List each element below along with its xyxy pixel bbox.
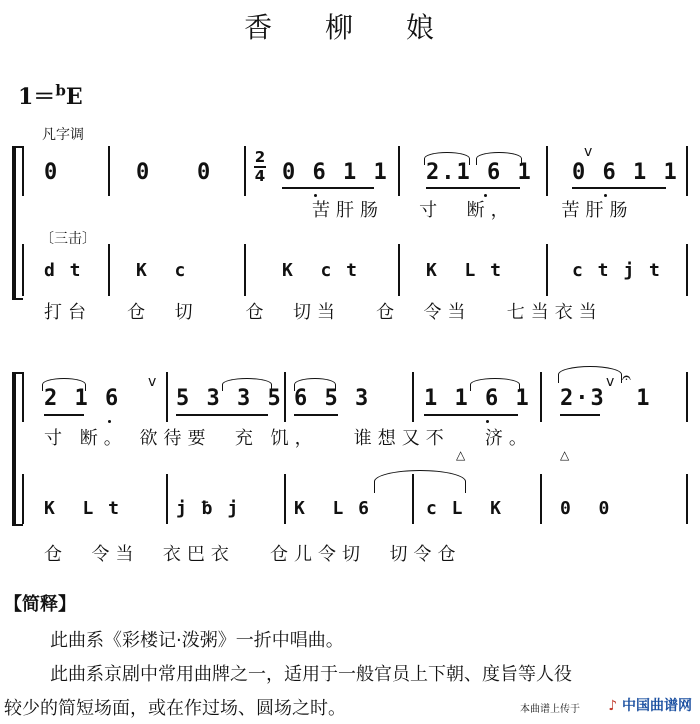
beam xyxy=(560,414,600,416)
slur xyxy=(470,378,520,391)
system1-barline xyxy=(398,146,400,196)
system1-perc-barline xyxy=(398,244,400,296)
slur xyxy=(424,152,470,165)
system2-perc-barline-start xyxy=(22,474,24,524)
notes-line-2: 此曲系京剧中常用曲牌之一，适用于一般官员上下朝、度旨等人役 xyxy=(50,664,572,685)
system2-barline-start xyxy=(22,372,24,422)
system1-perc-m5: c t j t xyxy=(572,260,662,281)
beam xyxy=(282,187,374,189)
system1-melody-m3: 0 6 1 1 xyxy=(282,160,389,185)
notes-heading: 【简释】 xyxy=(4,594,76,615)
beam xyxy=(426,187,520,189)
system1-perc-m4: K L t xyxy=(426,260,504,281)
page-title: 香 柳 娘 xyxy=(244,11,456,44)
system2-perc-lyrics: 仓 令当 衣巴衣 仓儿令切 切令仓 xyxy=(44,544,462,565)
system1-perc-m3: K c t xyxy=(282,260,360,281)
system1-perc-m1: d t xyxy=(44,260,83,281)
beam xyxy=(572,187,666,189)
source-note: 本曲谱上传于 xyxy=(520,704,580,715)
system1-lyrics: 苦肝肠 寸 断， 苦肝肠 xyxy=(312,200,634,221)
system1-perc-barline xyxy=(244,244,246,296)
system2-perc-m4: c L K xyxy=(426,498,504,519)
system1-melody-m4: 2.1 6 1 xyxy=(426,160,533,185)
time-sig-top: 2 xyxy=(254,148,266,166)
key-note: E xyxy=(65,84,83,110)
breath-mark: v xyxy=(606,374,615,390)
fermata-icon: 𝄐 xyxy=(622,368,631,387)
system2-barline xyxy=(284,372,286,422)
flat-sign: b xyxy=(55,81,66,100)
system1-barline-end xyxy=(686,146,688,196)
key-signature xyxy=(18,80,83,111)
system1-melody-m1: 0 xyxy=(44,160,60,185)
low-dot xyxy=(486,420,489,423)
system2-barline xyxy=(412,372,414,422)
breath-mark: v xyxy=(584,144,593,160)
slur xyxy=(476,152,522,165)
system1-perc-barline-start xyxy=(22,244,24,296)
system2-perc-barline-end xyxy=(686,474,688,524)
slur xyxy=(294,378,336,391)
system2-perc-m5: 0 0 xyxy=(560,498,612,519)
beam xyxy=(44,414,84,416)
system2-melody-m1: 2 1 6 xyxy=(44,386,121,411)
system1-perc-barline-end xyxy=(686,244,688,296)
slur xyxy=(42,378,86,391)
slur xyxy=(222,378,272,391)
system2-melody-m4: 1 1 6 1 xyxy=(424,386,531,411)
system2-melody-m2: 5 3 3 5 xyxy=(176,386,283,411)
slur xyxy=(374,470,466,493)
system2-perc-barline xyxy=(284,474,286,524)
site-logo[interactable] xyxy=(608,695,692,715)
system2-perc-m2: j ƀ j xyxy=(176,498,241,519)
notes-line-3: 较少的简短场面，或在作过场、圆场之时。 xyxy=(4,698,346,719)
system2-perc-m1: K L t xyxy=(44,498,122,519)
time-sig-bottom: 4 xyxy=(254,167,266,185)
system1-perc-m2: K c xyxy=(136,260,188,281)
system2-perc-barline xyxy=(166,474,168,524)
system2-barline-end xyxy=(686,372,688,422)
system1-melody-m2: 0 0 xyxy=(136,160,213,185)
low-dot xyxy=(108,420,111,423)
key-prefix: 1＝ xyxy=(18,84,56,110)
system1-barline xyxy=(244,146,246,196)
notes-line-1: 此曲系《彩楼记·泼粥》一折中唱曲。 xyxy=(50,630,344,651)
system2-melody-m3: 6 5 3 xyxy=(294,386,371,411)
beam xyxy=(294,414,338,416)
accent-mark: △ xyxy=(560,448,570,462)
system1-perc-barline xyxy=(546,244,548,296)
system1-barline-start xyxy=(22,146,24,196)
system2-melody-m5: 2·3 1 xyxy=(560,386,652,411)
system2-lyrics: 寸 断。 欲待要 充 饥， 谁想又不 济。 xyxy=(44,428,533,449)
system2-perc-barline xyxy=(540,474,542,524)
system2-barline xyxy=(166,372,168,422)
system2-perc-m3: K L 6 xyxy=(294,498,372,519)
system1-barline xyxy=(546,146,548,196)
percussion-label: 〔三击〕 xyxy=(40,231,96,247)
beam xyxy=(424,414,518,416)
system1-barline xyxy=(108,146,110,196)
system1-perc-barline xyxy=(108,244,110,296)
mode-label: 凡字调 xyxy=(42,127,84,143)
system1-melody-m5: 0 6 1 1 xyxy=(572,160,679,185)
site-name: 中国曲谱网 xyxy=(622,698,692,714)
beam xyxy=(176,414,268,416)
accent-mark: △ xyxy=(456,448,466,462)
music-note-icon: ♪ xyxy=(608,698,618,714)
system1-perc-lyrics: 打台 仓 切 仓 切当 仓 令当 七当衣当 xyxy=(44,302,603,323)
time-signature xyxy=(254,150,266,184)
system2-barline xyxy=(540,372,542,422)
breath-mark: v xyxy=(148,374,157,390)
